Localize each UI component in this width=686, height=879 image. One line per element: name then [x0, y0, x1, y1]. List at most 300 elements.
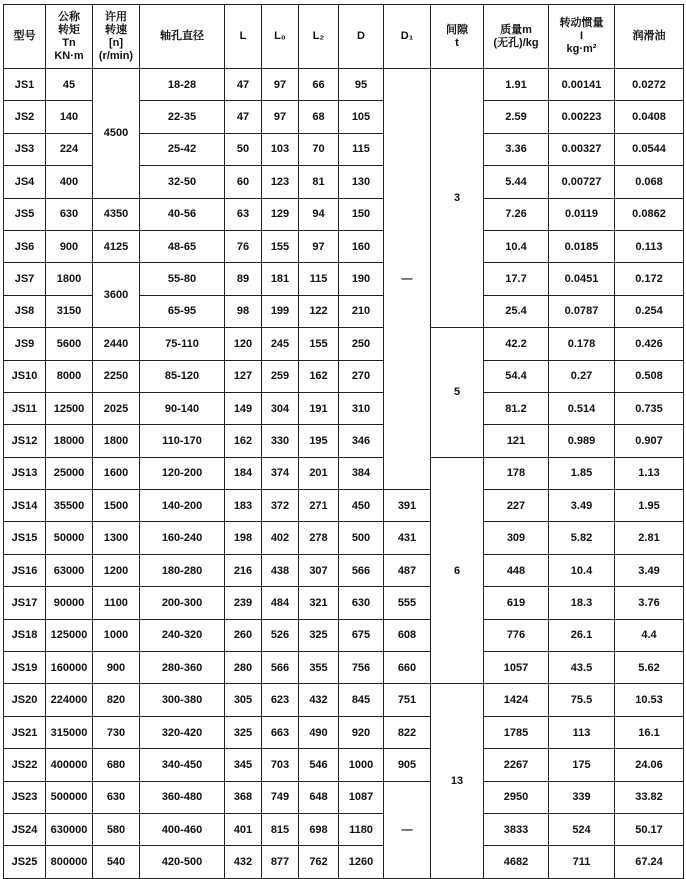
- cell-model: JS21: [4, 716, 46, 748]
- cell-L0: 199: [262, 295, 299, 327]
- cell-torque: 630000: [46, 813, 93, 845]
- cell-bore: 240-320: [140, 619, 225, 651]
- cell-L0: 877: [262, 846, 299, 878]
- cell-speed: 1600: [93, 457, 140, 489]
- cell-speed: 900: [93, 652, 140, 684]
- cell-mass: 227: [484, 490, 549, 522]
- cell-inertia: 0.0787: [549, 295, 615, 327]
- cell-L2: 94: [299, 198, 339, 230]
- cell-gap: 6: [431, 457, 484, 684]
- cell-model: JS17: [4, 587, 46, 619]
- cell-L2: 201: [299, 457, 339, 489]
- cell-torque: 90000: [46, 587, 93, 619]
- cell-speed: 540: [93, 846, 140, 878]
- cell-speed: 680: [93, 749, 140, 781]
- cell-D: 1180: [339, 813, 384, 845]
- cell-L: 239: [225, 587, 262, 619]
- cell-L2: 546: [299, 749, 339, 781]
- cell-D1: 555: [384, 587, 431, 619]
- cell-grease: 1.13: [615, 457, 684, 489]
- cell-L0: 330: [262, 425, 299, 457]
- table-row: [4, 457, 684, 489]
- cell-torque: 35500: [46, 490, 93, 522]
- cell-torque: 400000: [46, 749, 93, 781]
- cell-torque: 224000: [46, 684, 93, 716]
- table-row: [4, 490, 684, 522]
- cell-inertia: 0.0119: [549, 198, 615, 230]
- cell-L0: 97: [262, 69, 299, 101]
- cell-model: JS12: [4, 425, 46, 457]
- cell-model: JS19: [4, 652, 46, 684]
- cell-inertia: 0.0185: [549, 230, 615, 262]
- header-gap: 间隙 t: [431, 5, 484, 69]
- cell-L0: 703: [262, 749, 299, 781]
- cell-L0: 155: [262, 230, 299, 262]
- cell-mass: 1057: [484, 652, 549, 684]
- cell-D: 346: [339, 425, 384, 457]
- cell-D: 450: [339, 490, 384, 522]
- cell-grease: 50.17: [615, 813, 684, 845]
- cell-inertia: 0.0451: [549, 263, 615, 295]
- cell-L2: 97: [299, 230, 339, 262]
- cell-L: 47: [225, 101, 262, 133]
- cell-inertia: 3.49: [549, 490, 615, 522]
- table-row: [4, 813, 684, 845]
- cell-mass: 1.91: [484, 69, 549, 101]
- header-L2: L₂: [299, 5, 339, 69]
- cell-gap: 3: [431, 69, 484, 328]
- cell-bore: 25-42: [140, 133, 225, 165]
- cell-bore: 18-28: [140, 69, 225, 101]
- cell-L2: 432: [299, 684, 339, 716]
- cell-L2: 325: [299, 619, 339, 651]
- cell-D1: 487: [384, 554, 431, 586]
- cell-torque: 12500: [46, 392, 93, 424]
- cell-torque: 1800: [46, 263, 93, 295]
- cell-L0: 123: [262, 166, 299, 198]
- cell-inertia: 113: [549, 716, 615, 748]
- cell-L0: 484: [262, 587, 299, 619]
- cell-D: 845: [339, 684, 384, 716]
- cell-D1: 608: [384, 619, 431, 651]
- cell-inertia: 0.00223: [549, 101, 615, 133]
- cell-torque: 50000: [46, 522, 93, 554]
- cell-bore: 320-420: [140, 716, 225, 748]
- cell-grease: 0.0408: [615, 101, 684, 133]
- cell-inertia: 339: [549, 781, 615, 813]
- cell-model: JS6: [4, 230, 46, 262]
- cell-grease: 0.0544: [615, 133, 684, 165]
- cell-D: 566: [339, 554, 384, 586]
- cell-L0: 749: [262, 781, 299, 813]
- cell-torque: 900: [46, 230, 93, 262]
- cell-L: 260: [225, 619, 262, 651]
- cell-L0: 438: [262, 554, 299, 586]
- cell-model: JS20: [4, 684, 46, 716]
- cell-speed: 4500: [93, 69, 140, 199]
- cell-inertia: 5.82: [549, 522, 615, 554]
- cell-grease: 0.508: [615, 360, 684, 392]
- cell-inertia: 0.00727: [549, 166, 615, 198]
- cell-mass: 5.44: [484, 166, 549, 198]
- cell-mass: 81.2: [484, 392, 549, 424]
- cell-L0: 372: [262, 490, 299, 522]
- cell-L2: 115: [299, 263, 339, 295]
- cell-bore: 32-50: [140, 166, 225, 198]
- cell-bore: 280-360: [140, 652, 225, 684]
- header-speed: 许用 转速 [n] (r/min): [93, 5, 140, 69]
- cell-D: 95: [339, 69, 384, 101]
- cell-model: JS3: [4, 133, 46, 165]
- cell-D1: 751: [384, 684, 431, 716]
- header-L0: L₀: [262, 5, 299, 69]
- header-L: L: [225, 5, 262, 69]
- cell-D: 270: [339, 360, 384, 392]
- header-inertia: 转动惯量 I kg·m²: [549, 5, 615, 69]
- cell-inertia: 711: [549, 846, 615, 878]
- cell-grease: 2.81: [615, 522, 684, 554]
- cell-bore: 110-170: [140, 425, 225, 457]
- cell-speed: 4125: [93, 230, 140, 262]
- cell-torque: 140: [46, 101, 93, 133]
- cell-torque: 400: [46, 166, 93, 198]
- cell-model: JS24: [4, 813, 46, 845]
- cell-bore: 140-200: [140, 490, 225, 522]
- cell-bore: 65-95: [140, 295, 225, 327]
- cell-speed: 820: [93, 684, 140, 716]
- cell-model: JS23: [4, 781, 46, 813]
- cell-inertia: 10.4: [549, 554, 615, 586]
- cell-torque: 3150: [46, 295, 93, 327]
- cell-inertia: 0.989: [549, 425, 615, 457]
- cell-model: JS14: [4, 490, 46, 522]
- cell-speed: 1000: [93, 619, 140, 651]
- cell-mass: 448: [484, 554, 549, 586]
- cell-bore: 22-35: [140, 101, 225, 133]
- cell-mass: 619: [484, 587, 549, 619]
- cell-model: JS7: [4, 263, 46, 295]
- cell-L2: 271: [299, 490, 339, 522]
- cell-L0: 623: [262, 684, 299, 716]
- cell-mass: 54.4: [484, 360, 549, 392]
- cell-grease: 0.0272: [615, 69, 684, 101]
- cell-D: 384: [339, 457, 384, 489]
- cell-L: 47: [225, 69, 262, 101]
- cell-speed: 1500: [93, 490, 140, 522]
- cell-mass: 17.7: [484, 263, 549, 295]
- table-row: [4, 554, 684, 586]
- cell-L2: 155: [299, 328, 339, 360]
- cell-bore: 40-56: [140, 198, 225, 230]
- cell-speed: 1100: [93, 587, 140, 619]
- cell-bore: 48-65: [140, 230, 225, 262]
- cell-grease: 0.735: [615, 392, 684, 424]
- cell-model: JS13: [4, 457, 46, 489]
- cell-L0: 402: [262, 522, 299, 554]
- cell-bore: 85-120: [140, 360, 225, 392]
- cell-D1: 905: [384, 749, 431, 781]
- cell-L: 120: [225, 328, 262, 360]
- cell-D: 190: [339, 263, 384, 295]
- table-row: [4, 392, 684, 424]
- cell-L2: 191: [299, 392, 339, 424]
- cell-D: 756: [339, 652, 384, 684]
- cell-D1: —: [384, 69, 431, 490]
- cell-inertia: 524: [549, 813, 615, 845]
- cell-bore: 200-300: [140, 587, 225, 619]
- cell-L2: 698: [299, 813, 339, 845]
- cell-inertia: 0.00141: [549, 69, 615, 101]
- cell-speed: 2440: [93, 328, 140, 360]
- cell-D: 500: [339, 522, 384, 554]
- cell-D: 150: [339, 198, 384, 230]
- cell-torque: 63000: [46, 554, 93, 586]
- cell-torque: 25000: [46, 457, 93, 489]
- cell-inertia: 26.1: [549, 619, 615, 651]
- cell-grease: 10.53: [615, 684, 684, 716]
- cell-model: JS5: [4, 198, 46, 230]
- cell-D: 310: [339, 392, 384, 424]
- table-row: [4, 749, 684, 781]
- cell-L: 183: [225, 490, 262, 522]
- cell-mass: 25.4: [484, 295, 549, 327]
- cell-L0: 245: [262, 328, 299, 360]
- cell-L2: 162: [299, 360, 339, 392]
- cell-D: 115: [339, 133, 384, 165]
- cell-L: 149: [225, 392, 262, 424]
- header-D1: D₁: [384, 5, 431, 69]
- cell-grease: 67.24: [615, 846, 684, 878]
- table-row: [4, 684, 684, 716]
- cell-mass: 178: [484, 457, 549, 489]
- table-body: [4, 69, 684, 879]
- cell-inertia: 75.5: [549, 684, 615, 716]
- header-torque: 公称 转矩 Tn KN·m: [46, 5, 93, 69]
- cell-inertia: 0.178: [549, 328, 615, 360]
- cell-L: 325: [225, 716, 262, 748]
- cell-model: JS10: [4, 360, 46, 392]
- cell-L2: 70: [299, 133, 339, 165]
- cell-mass: 121: [484, 425, 549, 457]
- cell-grease: 0.0862: [615, 198, 684, 230]
- cell-model: JS1: [4, 69, 46, 101]
- table-row: [4, 360, 684, 392]
- cell-L: 60: [225, 166, 262, 198]
- table-row: [4, 263, 684, 295]
- cell-inertia: 0.514: [549, 392, 615, 424]
- cell-speed: 3600: [93, 263, 140, 328]
- cell-model: JS9: [4, 328, 46, 360]
- table-row: [4, 425, 684, 457]
- table-row: [4, 716, 684, 748]
- cell-grease: 16.1: [615, 716, 684, 748]
- cell-L0: 304: [262, 392, 299, 424]
- cell-L: 368: [225, 781, 262, 813]
- cell-grease: 0.907: [615, 425, 684, 457]
- cell-L0: 259: [262, 360, 299, 392]
- cell-grease: 1.95: [615, 490, 684, 522]
- cell-L0: 374: [262, 457, 299, 489]
- cell-L2: 321: [299, 587, 339, 619]
- cell-model: JS11: [4, 392, 46, 424]
- cell-L2: 307: [299, 554, 339, 586]
- cell-L: 432: [225, 846, 262, 878]
- cell-L: 305: [225, 684, 262, 716]
- cell-inertia: 43.5: [549, 652, 615, 684]
- cell-grease: 0.426: [615, 328, 684, 360]
- cell-bore: 400-460: [140, 813, 225, 845]
- cell-inertia: 0.00327: [549, 133, 615, 165]
- cell-model: JS16: [4, 554, 46, 586]
- cell-gap: 5: [431, 328, 484, 458]
- cell-L: 198: [225, 522, 262, 554]
- cell-mass: 776: [484, 619, 549, 651]
- cell-mass: 4682: [484, 846, 549, 878]
- cell-bore: 90-140: [140, 392, 225, 424]
- cell-L2: 355: [299, 652, 339, 684]
- cell-L2: 648: [299, 781, 339, 813]
- cell-torque: 630: [46, 198, 93, 230]
- cell-L: 76: [225, 230, 262, 262]
- cell-L0: 566: [262, 652, 299, 684]
- cell-grease: 5.62: [615, 652, 684, 684]
- cell-torque: 224: [46, 133, 93, 165]
- header-row: [4, 5, 684, 69]
- cell-bore: 160-240: [140, 522, 225, 554]
- cell-torque: 18000: [46, 425, 93, 457]
- cell-mass: 1424: [484, 684, 549, 716]
- cell-L: 127: [225, 360, 262, 392]
- cell-bore: 120-200: [140, 457, 225, 489]
- cell-grease: 0.113: [615, 230, 684, 262]
- cell-bore: 75-110: [140, 328, 225, 360]
- cell-inertia: 175: [549, 749, 615, 781]
- cell-D: 250: [339, 328, 384, 360]
- cell-grease: 3.76: [615, 587, 684, 619]
- cell-model: JS2: [4, 101, 46, 133]
- cell-L0: 663: [262, 716, 299, 748]
- table-row: [4, 587, 684, 619]
- cell-grease: 3.49: [615, 554, 684, 586]
- cell-torque: 315000: [46, 716, 93, 748]
- cell-L2: 68: [299, 101, 339, 133]
- cell-bore: 300-380: [140, 684, 225, 716]
- cell-speed: 580: [93, 813, 140, 845]
- header-model: 型号: [4, 5, 46, 69]
- cell-D: 675: [339, 619, 384, 651]
- cell-model: JS22: [4, 749, 46, 781]
- cell-D: 1260: [339, 846, 384, 878]
- cell-D1: 822: [384, 716, 431, 748]
- cell-D: 160: [339, 230, 384, 262]
- header-mass: 质量m (无孔)/kg: [484, 5, 549, 69]
- cell-bore: 340-450: [140, 749, 225, 781]
- cell-speed: 4350: [93, 198, 140, 230]
- cell-D: 130: [339, 166, 384, 198]
- cell-mass: 42.2: [484, 328, 549, 360]
- cell-model: JS25: [4, 846, 46, 878]
- cell-speed: 730: [93, 716, 140, 748]
- cell-D1: 431: [384, 522, 431, 554]
- cell-L: 63: [225, 198, 262, 230]
- table-row: [4, 781, 684, 813]
- cell-D: 920: [339, 716, 384, 748]
- cell-D: 105: [339, 101, 384, 133]
- cell-bore: 55-80: [140, 263, 225, 295]
- cell-D: 1000: [339, 749, 384, 781]
- cell-torque: 5600: [46, 328, 93, 360]
- cell-L: 98: [225, 295, 262, 327]
- cell-L0: 526: [262, 619, 299, 651]
- cell-gap: 13: [431, 684, 484, 878]
- cell-inertia: 18.3: [549, 587, 615, 619]
- cell-bore: 180-280: [140, 554, 225, 586]
- cell-grease: 0.068: [615, 166, 684, 198]
- cell-L2: 81: [299, 166, 339, 198]
- cell-L2: 66: [299, 69, 339, 101]
- table-row: [4, 69, 684, 101]
- cell-L: 216: [225, 554, 262, 586]
- cell-speed: 1200: [93, 554, 140, 586]
- cell-grease: 4.4: [615, 619, 684, 651]
- cell-mass: 2.59: [484, 101, 549, 133]
- coupling-spec-table: [3, 4, 684, 879]
- cell-inertia: 0.27: [549, 360, 615, 392]
- cell-mass: 7.26: [484, 198, 549, 230]
- cell-torque: 125000: [46, 619, 93, 651]
- cell-L2: 490: [299, 716, 339, 748]
- cell-inertia: 1.85: [549, 457, 615, 489]
- cell-grease: 0.254: [615, 295, 684, 327]
- table-row: [4, 522, 684, 554]
- cell-mass: 10.4: [484, 230, 549, 262]
- cell-D1: 391: [384, 490, 431, 522]
- table-row: [4, 652, 684, 684]
- cell-torque: 160000: [46, 652, 93, 684]
- cell-L2: 195: [299, 425, 339, 457]
- cell-bore: 360-480: [140, 781, 225, 813]
- cell-torque: 8000: [46, 360, 93, 392]
- cell-grease: 33.82: [615, 781, 684, 813]
- cell-L: 89: [225, 263, 262, 295]
- table-row: [4, 198, 684, 230]
- cell-L2: 122: [299, 295, 339, 327]
- cell-L: 162: [225, 425, 262, 457]
- header-grease: 润滑油: [615, 5, 684, 69]
- cell-L2: 278: [299, 522, 339, 554]
- cell-bore: 420-500: [140, 846, 225, 878]
- cell-model: JS4: [4, 166, 46, 198]
- table-row: [4, 619, 684, 651]
- cell-L: 401: [225, 813, 262, 845]
- header-D: D: [339, 5, 384, 69]
- cell-L0: 129: [262, 198, 299, 230]
- cell-torque: 45: [46, 69, 93, 101]
- cell-mass: 3833: [484, 813, 549, 845]
- cell-speed: 1300: [93, 522, 140, 554]
- cell-speed: 630: [93, 781, 140, 813]
- table-row: [4, 328, 684, 360]
- table-row: [4, 230, 684, 262]
- cell-speed: 2025: [93, 392, 140, 424]
- cell-L: 50: [225, 133, 262, 165]
- cell-model: JS18: [4, 619, 46, 651]
- cell-speed: 2250: [93, 360, 140, 392]
- cell-D1: —: [384, 781, 431, 878]
- cell-L2: 762: [299, 846, 339, 878]
- cell-mass: 1785: [484, 716, 549, 748]
- cell-L0: 103: [262, 133, 299, 165]
